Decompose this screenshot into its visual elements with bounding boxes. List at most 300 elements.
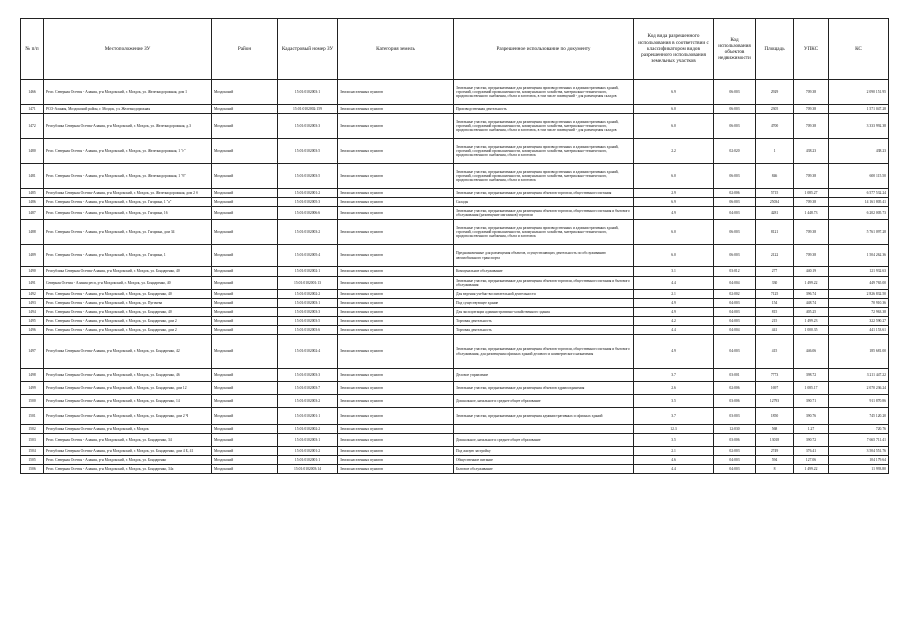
cell-use-code: 4.9: [634, 335, 714, 369]
cell-land-category: Земли населенных пунктов: [338, 220, 454, 245]
cell-cadastral-number: 15:01:0102003:1: [278, 80, 338, 105]
cell-district: Моздокский: [212, 369, 278, 382]
cell-ks: 2 826 832.50: [829, 290, 889, 299]
cell-land-category: Земли населенных пунктов: [338, 369, 454, 382]
cell-object-code: 03:001: [714, 369, 756, 382]
cell-cadastral-number: 15:01:0102003:1: [278, 434, 338, 447]
cell-upks: 709.38: [794, 105, 829, 114]
cell-upks: 438.23: [794, 139, 829, 164]
cell-district: Моздокский: [212, 465, 278, 474]
cell-location: Респ. Северная Осетия - Алания, р-н Моздокский, г. Моздок, ул. Бондаренко, дом 2: [44, 326, 212, 335]
cell-use-code: 2.6: [634, 382, 714, 395]
cell-location: Республика Северная Осетия-Алания, р-н Моздокский, г. Моздок, ул. Бондаренко, дом 12: [44, 382, 212, 395]
cell-district: Моздокский: [212, 335, 278, 369]
cell-cadastral-number: 15:01:0102005:3: [278, 198, 338, 207]
cell-use-code: 6.0: [634, 164, 714, 189]
cell-area: 277: [756, 267, 794, 277]
cell-district: Моздокский: [212, 308, 278, 317]
cell-index: 1505: [21, 456, 44, 465]
cell-permitted-use: Земельные участки, предназначенные для размещения производственных и административных зданий, строений, сооружений промышленности, коммунального хозяйства, материально-технического, продовольственного снабжения, сбыта и заготовок, в том числе помещений - для размещения складов: [454, 80, 634, 105]
table-row: [21, 164, 889, 189]
cell-location: Северная Осетия - Алания респ, р-н Моздокский, г. Моздок, ул. Бондаренко, 40: [44, 277, 212, 290]
table-row: [21, 220, 889, 245]
cell-location: Республика Северная Осетия-Алания, р-н Моздокский, г. Моздок, ул. Бондаренко, 40: [44, 267, 212, 277]
cell-ks: 5 761 097.28: [829, 220, 889, 245]
cell-permitted-use: Торговая деятельность: [454, 317, 634, 326]
cell-area: 2122: [756, 245, 794, 267]
cell-cadastral-number: 15:01:0102003:5: [278, 164, 338, 189]
table-row: [21, 189, 889, 198]
cell-land-category: Земли населенных пунктов: [338, 80, 454, 105]
cell-ks: 449 765.00: [829, 277, 889, 290]
table-row: [21, 317, 889, 326]
cell-use-code: 4.9: [634, 299, 714, 308]
cell-location: Респ. Северная Осетия - Алания, р-н Моздокский, г. Моздок, ул. Гагарина, дом 34: [44, 220, 212, 245]
cell-area: 2305: [756, 105, 794, 114]
cell-area: 5715: [756, 189, 794, 198]
cell-ks: 6 577 532.24: [829, 189, 889, 198]
cell-permitted-use: Коммунальное обслуживание: [454, 267, 634, 277]
cell-object-code: 02:002: [714, 290, 756, 299]
col-header-cadastral-number: Кадастровый номер ЗУ: [278, 19, 338, 80]
cell-district: Моздокский: [212, 198, 278, 207]
col-header-upks: УПКС: [794, 19, 829, 80]
cell-location: Респ. Северная Осетия - Алания, р-н Моздокский, г. Моздок, ул. Гагарина, 1: [44, 245, 212, 267]
cell-use-code: 4.6: [634, 456, 714, 465]
cell-permitted-use: Земельные участки, предназначенные для размещения производственных и административных зданий, строений, сооружений промышленности, коммунального хозяйства, материально-технического, продовольственного снабжения, сбыта и заготовок: [454, 220, 634, 245]
cell-district: Моздокский: [212, 80, 278, 105]
cell-land-category: Земли населенных пунктов: [338, 105, 454, 114]
cell-area: 1697: [756, 382, 794, 395]
table-row: [21, 299, 889, 308]
table-row: [21, 245, 889, 267]
cell-use-code: 4.9: [634, 207, 714, 220]
table-row: [21, 198, 889, 207]
cell-ks: 70 910.36: [829, 299, 889, 308]
cell-upks: 1 499.23: [794, 317, 829, 326]
cell-object-code: 04:003: [714, 207, 756, 220]
cell-index: 1486: [21, 198, 44, 207]
cell-location: Респ. Северная Осетия - Алания, р-н Моздокский, г. Моздок, ул. Бондаренко: [44, 456, 212, 465]
cell-use-code: 6.0: [634, 105, 714, 114]
cell-cadastral-number: 15:01:0102003:3: [278, 369, 338, 382]
table-row: [21, 465, 889, 474]
cell-ks: 2 090 151.95: [829, 80, 889, 105]
cell-index: 1490: [21, 267, 44, 277]
cell-district: Моздокский: [212, 326, 278, 335]
cell-index: 1504: [21, 447, 44, 456]
cell-cadastral-number: 15:01:0102003:3: [278, 308, 338, 317]
cell-use-code: 3.5: [634, 434, 714, 447]
cell-index: 1491: [21, 277, 44, 290]
cell-area: 1: [756, 139, 794, 164]
cell-cadastral-number: 15:01:0102006:6: [278, 207, 338, 220]
cell-location: Респ. Северная Осетия - Алания, р-н Моздокский, г. Моздок, ул. Гагарина, 16: [44, 207, 212, 220]
cell-location: Республика Северная Осетия-Алания, р-н Моздокский, г. Моздок, ул. Бондаренко, 46: [44, 369, 212, 382]
cell-district: Моздокский: [212, 290, 278, 299]
table-row: [21, 290, 889, 299]
cell-location: Республика Северная Осетия-Алания, р-н Моздокский, г. Моздок, ул. Бондаренко, 42: [44, 335, 212, 369]
cell-area: 1850: [756, 408, 794, 425]
cell-area: 415: [756, 335, 794, 369]
cell-permitted-use: Дошкольное, начальное и среднее общее образование: [454, 434, 634, 447]
table-row: [21, 434, 889, 447]
cell-land-category: Земли населенных пунктов: [338, 189, 454, 198]
cell-upks: 396.74: [794, 290, 829, 299]
cell-object-code: 06:003: [714, 220, 756, 245]
cell-land-category: Земли населенных пунктов: [338, 308, 454, 317]
cell-object-code: 06:003: [714, 105, 756, 114]
cell-area: 2929: [756, 80, 794, 105]
cell-index: 1494: [21, 308, 44, 317]
table-row: [21, 408, 889, 425]
cell-ks: 11 993.80: [829, 465, 889, 474]
cell-permitted-use: Земельные участки, предназначенные для размещения производственных и административных зданий, строений, сооружений промышленности, коммунального хозяйства, материально-технического, продовольственного снабжения, сбыта и заготовок: [454, 139, 634, 164]
cell-ks: 2 070 236.24: [829, 382, 889, 395]
cell-area: 7125: [756, 290, 794, 299]
cell-district: Моздокский: [212, 317, 278, 326]
cell-upks: 1.27: [794, 425, 829, 434]
cell-location: Респ. Северная Осетия - Алания, р-н Моздокский, г. Моздок, ул. Гагарина, 1 "а": [44, 198, 212, 207]
cell-object-code: 04:003: [714, 317, 756, 326]
cell-index: 1489: [21, 245, 44, 267]
cell-land-category: Земли населенных пунктов: [338, 290, 454, 299]
col-header-object-code: Код использования объектов недвижимости: [714, 19, 756, 80]
cell-district: Моздокский: [212, 447, 278, 456]
cell-cadastral-number: 15:01:0102002:2: [278, 425, 338, 434]
cell-land-category: Земли населенных пунктов: [338, 267, 454, 277]
cell-land-category: Земли населенных пунктов: [338, 245, 454, 267]
cell-upks: 709.38: [794, 164, 829, 189]
cell-object-code: 03:012: [714, 267, 756, 277]
cell-land-category: Земли населенных пунктов: [338, 277, 454, 290]
cell-land-category: Земли населенных пунктов: [338, 456, 454, 465]
cell-upks: 390.71: [794, 395, 829, 408]
cell-upks: 1 000.35: [794, 326, 829, 335]
cell-object-code: 06:003: [714, 80, 756, 105]
document-page: [20, 18, 888, 474]
cell-use-code: 4.4: [634, 326, 714, 335]
cell-index: 1488: [21, 220, 44, 245]
cell-area: 846: [756, 164, 794, 189]
table-row: [21, 207, 889, 220]
cell-district: Моздокский: [212, 207, 278, 220]
cell-location: Респ. Северная Осетия - Алания, р-н Моздокский, г. Моздок, ул. Железнодорожная, 1 "г": [44, 139, 212, 164]
cell-area: 568: [756, 425, 794, 434]
cell-upks: 709.38: [794, 198, 829, 207]
cell-district: Моздокский: [212, 220, 278, 245]
cell-use-code: 3.7: [634, 369, 714, 382]
cell-permitted-use: Земельные участки, предназначенные для размещения объектов здравоохранения: [454, 382, 634, 395]
cell-land-category: Земли населенных пунктов: [338, 408, 454, 425]
cell-ks: 72 963.38: [829, 308, 889, 317]
cell-object-code: 02:003: [714, 447, 756, 456]
table-row: [21, 382, 889, 395]
cell-ks: 185 681.00: [829, 335, 889, 369]
cell-index: 1495: [21, 317, 44, 326]
cell-index: 1485: [21, 189, 44, 198]
cell-ks: 3 333 992.38: [829, 114, 889, 139]
cell-district: Моздокский: [212, 105, 278, 114]
cell-cadastral-number: 15:01:0102003:5: [278, 139, 338, 164]
cell-area: 215: [756, 317, 794, 326]
cell-use-code: 2.1: [634, 447, 714, 456]
cell-upks: 1 499.22: [794, 277, 829, 290]
cell-land-category: Земли населенных пунктов: [338, 447, 454, 456]
cell-index: 1480: [21, 139, 44, 164]
cell-location: Респ. Северная Осетия - Алания, р-н Моздокский, г. Моздок, ул. Бондаренко, 40: [44, 308, 212, 317]
cell-index: 1499: [21, 382, 44, 395]
cell-cadastral-number: 15:01:0102003:14: [278, 465, 338, 474]
cell-permitted-use: Под существующее здание: [454, 299, 634, 308]
cell-district: Моздокский: [212, 114, 278, 139]
cell-permitted-use: Земельные участки, предназначенные для размещения производственных и административных зданий, строений, сооружений промышленности, коммунального хозяйства, материально-технического, продовольственного снабжения, сбыта и заготовок: [454, 164, 634, 189]
cell-ks: 7 665 711.41: [829, 434, 889, 447]
cell-district: Моздокский: [212, 277, 278, 290]
cell-index: 1492: [21, 290, 44, 299]
cell-cadastral-number: 15:01:0102003:2: [278, 395, 338, 408]
col-header-permitted-use: Разрешенное использование по документу: [454, 19, 634, 80]
cell-cadastral-number: 15:01:0102005:4: [278, 245, 338, 267]
cell-upks: 127.06: [794, 456, 829, 465]
cell-area: 441: [756, 326, 794, 335]
cell-location: Республика Северная Осетия-Алания, р-н Моздокский, г. Моздок, ул. Бондаренко, 14: [44, 395, 212, 408]
cell-location: Республика Северная Осетия-Алания, р-н Моздокский, г. Моздок, ул. Железнодорожная, дом 2 б: [44, 189, 212, 198]
cell-ks: 1 571 047.28: [829, 105, 889, 114]
cell-index: 1493: [21, 299, 44, 308]
cell-upks: 709.38: [794, 220, 829, 245]
cell-index: 1472: [21, 114, 44, 139]
cell-district: Моздокский: [212, 408, 278, 425]
table-row: [21, 80, 889, 105]
cell-object-code: 06:003: [714, 164, 756, 189]
cell-index: 1466: [21, 80, 44, 105]
cell-ks: 441 153.61: [829, 326, 889, 335]
cell-area: 154: [756, 299, 794, 308]
table-row: [21, 456, 889, 465]
cell-cadastral-number: 15:01:0102002:4: [278, 335, 338, 369]
cell-land-category: Земли населенных пунктов: [338, 317, 454, 326]
col-header-ks: КС: [829, 19, 889, 80]
cell-district: Моздокский: [212, 164, 278, 189]
cell-cadastral-number: 15:01:0102003:3: [278, 114, 338, 139]
cell-use-code: 4.4: [634, 465, 714, 474]
cell-ks: 911 870.86: [829, 395, 889, 408]
cell-cadastral-number: 15:01:0102001:2: [278, 447, 338, 456]
table-row: [21, 105, 889, 114]
cell-permitted-use: Для ведения учебно-воспитательной деятельности: [454, 290, 634, 299]
cell-land-category: Земли населенных пунктов: [338, 465, 454, 474]
cell-land-category: Земли населенных пунктов: [338, 164, 454, 189]
cell-use-code: 12.3: [634, 425, 714, 434]
table-row: [21, 395, 889, 408]
cell-ks: 3 211 447.22: [829, 369, 889, 382]
cell-location: Республика Северная Осетия-Алания, р-н Моздокский, г. Моздок, ул. Бондаренко, дом 2 Ч: [44, 408, 212, 425]
cell-district: Моздокский: [212, 189, 278, 198]
cell-area: 8121: [756, 220, 794, 245]
cell-area: 13018: [756, 434, 794, 447]
table-row: [21, 447, 889, 456]
cell-ks: 600 115.50: [829, 164, 889, 189]
cell-cadastral-number: 15:01:0102003:7: [278, 382, 338, 395]
cell-object-code: 04:004: [714, 277, 756, 290]
col-header-location: Местоположение ЗУ: [44, 19, 212, 80]
table-row: [21, 267, 889, 277]
cell-upks: 1 085.27: [794, 189, 829, 198]
cell-index: 1496: [21, 326, 44, 335]
cell-district: Моздокский: [212, 299, 278, 308]
cell-location: Респ. Северная Осетия - Алания, р-н Моздокский, г. Моздок, ул. Бондаренко, дом 2: [44, 317, 212, 326]
cell-permitted-use: Под жилую застройку: [454, 447, 634, 456]
cell-object-code: 06:003: [714, 198, 756, 207]
cell-land-category: Земли населенных пунктов: [338, 395, 454, 408]
cell-cadastral-number: 15:01:0102003:2: [278, 220, 338, 245]
cell-location: Республика Северная Осетия-Алания, р-н Моздокский, г. Моздок, ул. Бондаренко, дом 4 Б, 41: [44, 447, 212, 456]
cell-use-code: 3.7: [634, 408, 714, 425]
cell-object-code: 04:003: [714, 465, 756, 474]
cell-cadastral-number: 15:01:0102001:13: [278, 277, 338, 290]
cell-area: 594: [756, 456, 794, 465]
cell-location: Респ. Северная Осетия - Алания, р-н Моздокский, г. Моздок, ул. Бондаренко, 34а: [44, 465, 212, 474]
cell-area: 8: [756, 465, 794, 474]
cell-index: 1506: [21, 465, 44, 474]
cell-upks: 1 448.73: [794, 207, 829, 220]
cell-object-code: 06:003: [714, 245, 756, 267]
cell-ks: 438.23: [829, 139, 889, 164]
cell-ks: 322 590.27: [829, 317, 889, 326]
cell-object-code: 02:006: [714, 382, 756, 395]
col-header-use-code: Код вида разрешенного использования в соответствии с классификатором видов разрешенного использования земельных участков: [634, 19, 714, 80]
cell-land-category: Земли населенных пунктов: [338, 299, 454, 308]
cell-index: 1500: [21, 395, 44, 408]
table-row: [21, 326, 889, 335]
cell-ks: 1 504 262.36: [829, 245, 889, 267]
cell-use-code: 6.0: [634, 114, 714, 139]
cell-permitted-use: Земельные участки, предназначенные для размещения административных и офисных зданий: [454, 408, 634, 425]
cell-use-code: 4.4: [634, 277, 714, 290]
cell-district: Моздокский: [212, 395, 278, 408]
col-header-land-category: Категория земель: [338, 19, 454, 80]
cell-ks: 121 932.63: [829, 267, 889, 277]
cell-upks: 448.74: [794, 299, 829, 308]
cell-permitted-use: Дошкольное, начальное и среднее общее образование: [454, 395, 634, 408]
cell-use-code: 6.9: [634, 80, 714, 105]
cell-land-category: Земли населенных пунктов: [338, 114, 454, 139]
cell-land-category: Земли населенных пунктов: [338, 434, 454, 447]
cell-area: 12793: [756, 395, 794, 408]
cell-use-code: 6.9: [634, 198, 714, 207]
cell-index: 1503: [21, 434, 44, 447]
cell-permitted-use: Предназначенные для размещения объектов, осуществляющих деятельность по обслуживанию автомобильного транспорта: [454, 245, 634, 267]
cell-permitted-use: Бытовое обслуживание: [454, 465, 634, 474]
cell-index: 1497: [21, 335, 44, 369]
cell-index: 1471: [21, 105, 44, 114]
cell-cadastral-number: 15:01:0102001:1: [278, 456, 338, 465]
cell-use-code: 3.1: [634, 267, 714, 277]
cell-cadastral-number: 15:01:0102003:1: [278, 299, 338, 308]
cell-area: 4281: [756, 207, 794, 220]
cell-permitted-use: Производственная деятельность: [454, 105, 634, 114]
cell-land-category: Земли населенных пунктов: [338, 326, 454, 335]
cell-object-code: 02:020: [714, 139, 756, 164]
cell-district: Моздокский: [212, 382, 278, 395]
cell-use-code: 4.2: [634, 317, 714, 326]
cell-cadastral-number: 15:01:0102002:2: [278, 290, 338, 299]
cell-land-category: Земли населенных пунктов: [338, 207, 454, 220]
cell-permitted-use: Склады: [454, 198, 634, 207]
cell-location: Республика Северная Осетия-Алания, р-н Моздокский, г. Моздок: [44, 425, 212, 434]
cell-district: Моздокский: [212, 434, 278, 447]
cell-location: Республика Северная Осетия-Алания, р-н Моздокский, г. Моздок, ул. Железнодорожная, д.3: [44, 114, 212, 139]
col-header-index: № п/п: [21, 19, 44, 80]
cell-upks: 398.72: [794, 369, 829, 382]
cell-ks: 745 120.20: [829, 408, 889, 425]
cell-permitted-use: Земельные участки, предназначенные для размещения объектов торговли, общественного питания и бытового обслуживания, для размещения офисных зданий делового и коммерческого назначения: [454, 335, 634, 369]
cell-permitted-use: Общественное питание: [454, 456, 634, 465]
cell-index: 1487: [21, 207, 44, 220]
table-row: [21, 335, 889, 369]
cell-ks: 14 161 805.41: [829, 198, 889, 207]
table-row: [21, 308, 889, 317]
cell-area: 815: [756, 308, 794, 317]
cell-object-code: 06:003: [714, 114, 756, 139]
cell-object-code: 04:003: [714, 456, 756, 465]
cell-upks: 390.72: [794, 434, 829, 447]
cell-permitted-use: [454, 425, 634, 434]
cell-ks: 104 179.64: [829, 456, 889, 465]
cell-district: Моздокский: [212, 139, 278, 164]
cell-use-code: 6.0: [634, 245, 714, 267]
cell-use-code: 2.2: [634, 139, 714, 164]
cell-object-code: 03:006: [714, 395, 756, 408]
cell-permitted-use: Земельные участки, предназначенные для размещения объектов торговли, общественного питания и бытового обслуживания: [454, 277, 634, 290]
cell-object-code: 03:003: [714, 408, 756, 425]
cell-object-code: 04:003: [714, 299, 756, 308]
cell-object-code: 04:003: [714, 335, 756, 369]
table-header-row: [21, 19, 889, 80]
cell-land-category: Земли населенных пунктов: [338, 382, 454, 395]
cell-object-code: 12:030: [714, 425, 756, 434]
cell-cadastral-number: 15:01:0102002:159: [278, 105, 338, 114]
table-row: [21, 277, 889, 290]
cell-upks: 709.38: [794, 245, 829, 267]
cell-object-code: 03:006: [714, 434, 756, 447]
cell-permitted-use: Земельные участки, предназначенные для размещения объектов торговли, общественного питания: [454, 189, 634, 198]
cell-object-code: 04:004: [714, 326, 756, 335]
cell-location: Респ. Северная Осетия - Алания, р-н Моздокский, г. Моздок, ул. Бондаренко, 40: [44, 290, 212, 299]
table-row: [21, 369, 889, 382]
cell-index: 1481: [21, 164, 44, 189]
cell-object-code: 02:006: [714, 189, 756, 198]
cell-cadastral-number: 15:01:0102003:5: [278, 317, 338, 326]
cell-cadastral-number: 15:01:0102001:1: [278, 408, 338, 425]
table-row: [21, 139, 889, 164]
cell-ks: 3 504 551.76: [829, 447, 889, 456]
col-header-district: Район: [212, 19, 278, 80]
cell-upks: 709.38: [794, 80, 829, 105]
cell-use-code: 4.9: [634, 308, 714, 317]
cell-land-category: Земли населенных пунктов: [338, 425, 454, 434]
cell-land-category: Земли населенных пунктов: [338, 335, 454, 369]
cell-district: Моздокский: [212, 245, 278, 267]
cell-object-code: 04:003: [714, 308, 756, 317]
cell-permitted-use: Деловое управление: [454, 369, 634, 382]
cell-use-code: 3.5: [634, 395, 714, 408]
cell-cadastral-number: 15:01:0102003:6: [278, 326, 338, 335]
cell-district: Моздокский: [212, 456, 278, 465]
cell-area: 2749: [756, 447, 794, 456]
cell-location: Респ. Северная Осетия - Алания, р-н Моздокский, г. Моздок, ул. Железнодорожная, 1 "б": [44, 164, 212, 189]
